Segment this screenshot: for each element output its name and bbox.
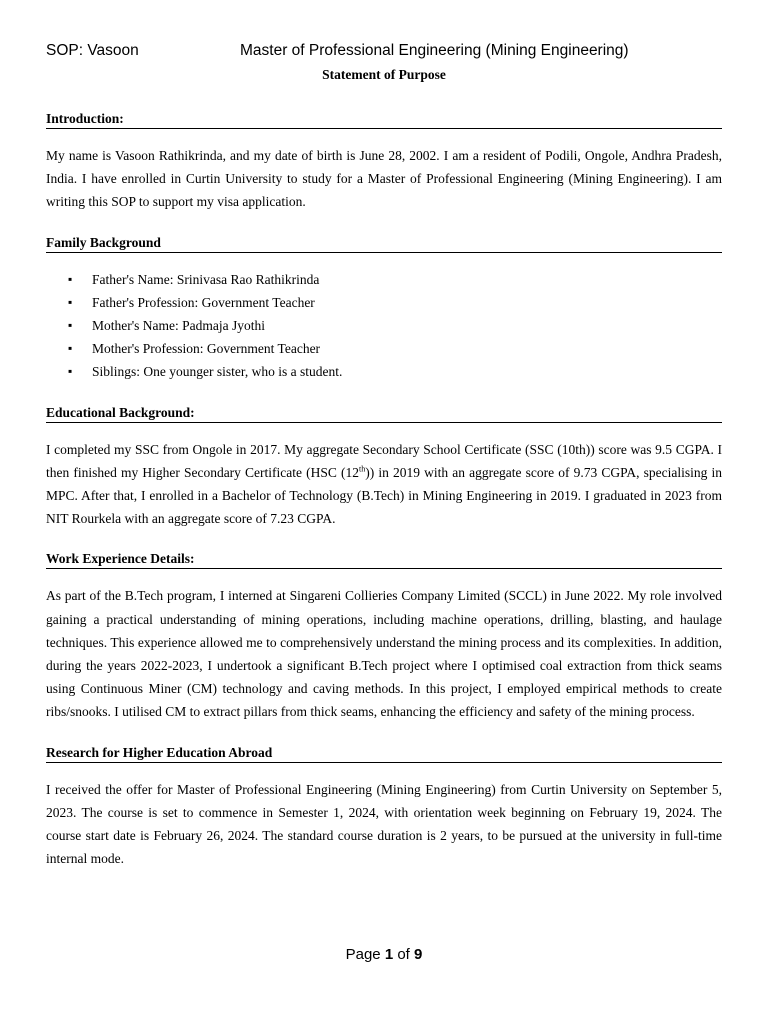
research-paragraph: I received the offer for Master of Professional Engineering (Mining Engineering) from Curtin University on September 5, 2023. The course is set to commence in Semester 1, 2024, with orientation week beginning on February 19, 2024. The course start date is February 26, 2024. The standard course duration is 2 years, to be pursued at the university in full-time internal mode. xyxy=(46,781,722,867)
page-word: Page xyxy=(345,946,381,963)
of-word: of xyxy=(397,946,410,963)
family-heading: Family Background xyxy=(46,234,722,253)
list-item: ▪ Father's Profession: Government Teacher xyxy=(46,291,722,314)
document-body xyxy=(46,110,722,870)
work-heading: Work Experience Details: xyxy=(46,550,722,569)
header-program-title: Master of Professional Engineering (Mining Engineering) xyxy=(240,42,629,59)
list-item: ▪ Siblings: One younger sister, who is a student. xyxy=(46,360,722,383)
work-paragraph: As part of the B.Tech program, I interned at Singareni Collieries Company Limited (SCCL) in June 2022. My role involved gaining a practical understanding of mining operations, including machine operations, drilling, blasting, and haulage techniques. This experience allowed me to comprehensively understand the mining process and its complexities. In addition, during the years 2022-2023, I undertook a significant B.Tech project where I optimised coal extraction from thick seams using Continuous Miner (CM) technology and caving methods. In this project, I employed empirical methods to create ribs/snooks. I utilised CM to extract pillars from thick seams, enhancing the efficiency and safety of the mining process. xyxy=(46,588,722,720)
current-page: 1 xyxy=(384,946,394,963)
list-item: ▪ Mother's Name: Padmaja Jyothi xyxy=(46,314,722,337)
document-title: Statement of Purpose xyxy=(322,67,446,82)
research-heading: Research for Higher Education Abroad xyxy=(46,744,722,763)
total-pages: 9 xyxy=(414,946,423,963)
list-item: ▪ Father's Name: Srinivasa Rao Rathikrinda xyxy=(46,268,722,291)
introduction-paragraph: My name is Vasoon Rathikrinda, and my date of birth is June 28, 2002. I am a resident of Podili, Ongole, Andhra Pradesh, India. I have enrolled in Curtin University to study for a Master of Professional Engineering (Mining Engineering). I am writing this SOP to support my visa application. xyxy=(46,148,722,210)
education-text-part1: I completed my SSC from Ongole in 2017. My aggregate Secondary School Certificate (SSC (10th)) score was 9.5 CGPA. I then finished my Higher Secondary Certificate (HSC (12 xyxy=(46,441,722,480)
family-list xyxy=(46,268,722,384)
education-superscript: th xyxy=(359,464,366,474)
education-text-part2: )) in 2019 with an aggregate score of 9.73 CGPA, specialising in MPC. After that, I enrolled in a Bachelor of Technology (B.Tech) in Mining Engineering in 2019. I graduated in 2023 from NIT Rourkela with an aggregate score of 7.23 CGPA. xyxy=(46,464,722,527)
introduction-heading: Introduction: xyxy=(46,110,722,129)
education-heading: Educational Background: xyxy=(46,404,722,423)
header-left-label: SOP: Vasoon xyxy=(46,42,139,59)
page-number xyxy=(0,946,768,963)
education-paragraph xyxy=(46,438,722,531)
list-item: ▪ Mother's Profession: Government Teacher xyxy=(46,337,722,360)
